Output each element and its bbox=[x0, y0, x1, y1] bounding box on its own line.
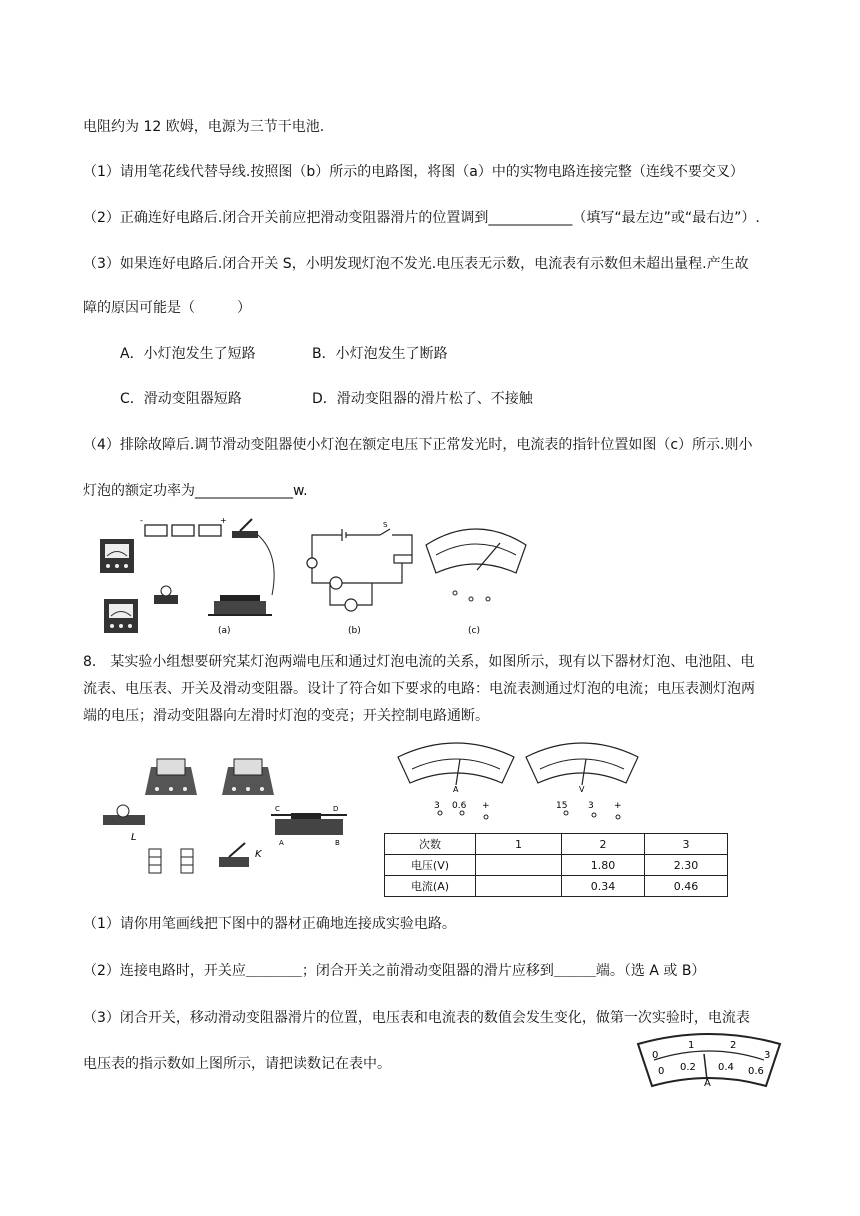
q8-sub2: （2）连接电路时，开关应＿＿＿＿；闭合开关之前滑动变阻器的滑片应移到＿＿＿端。（选 A 或 B） bbox=[83, 963, 706, 979]
data-table bbox=[384, 833, 728, 897]
q8-line3: 端的电压；滑动变阻器向左滑时灯泡的变亮；开关控制电路通断。 bbox=[83, 708, 489, 724]
intro-line: 电阻约为 12 欧姆，电源为三节干电池. bbox=[83, 119, 325, 135]
battery-icon bbox=[149, 849, 193, 873]
table-header-row bbox=[385, 834, 728, 855]
ammeter-term-3: 3 bbox=[434, 801, 440, 811]
table-cell: 2.30 bbox=[645, 855, 728, 876]
table-cell: 0.34 bbox=[562, 876, 645, 897]
term-a: A bbox=[279, 839, 284, 847]
voltmeter-icon bbox=[222, 759, 274, 795]
q-part4-line1: （4）排除故障后.调节滑动变阻器使小灯泡在额定电压下正常发光时，电流表的指针位置如图（c）所示.则小 bbox=[83, 437, 753, 453]
switch-icon bbox=[219, 843, 249, 867]
term-d: D bbox=[333, 805, 339, 813]
q-part1: （1）请用笔花线代替导线.按照图（b）所示的电路图，将图（a）中的实物电路连接完整（连线不要交叉） bbox=[83, 164, 744, 180]
option-c: C．滑动变阻器短路 bbox=[120, 391, 242, 407]
q8-sub1: （1）请你用笔画线把下图中的器材正确地连接成实验电路。 bbox=[83, 916, 456, 932]
row-label: 电流(A) bbox=[385, 876, 476, 897]
q8-sub3-line1: （3）闭合开关，移动滑动变阻器滑片的位置，电压表和电流表的数值会发生变化，做第一次实验时，电流表 bbox=[83, 1010, 750, 1026]
table-row bbox=[385, 876, 728, 897]
table-header-cell: 次数 bbox=[385, 834, 476, 855]
table-row bbox=[385, 855, 728, 876]
q-part3-line1: （3）如果连好电路后.闭合开关 S，小明发现灯泡不发光.电压表无示数，电流表有示数但未超出量程.产生故 bbox=[83, 256, 749, 272]
row-label: 电压(V) bbox=[385, 855, 476, 876]
table-header-cell: 1 bbox=[476, 834, 562, 855]
ammeter-term-plus: + bbox=[482, 801, 490, 811]
ammeter-icon bbox=[145, 759, 197, 795]
q8-line2: 流表、电压表、开关及滑动变阻器。设计了符合如下要求的电路：电流表测通过灯泡的电流；电压表测灯泡两 bbox=[83, 681, 755, 697]
label-c: (c) bbox=[468, 626, 480, 636]
q-part3-line2: 障的原因可能是（ ） bbox=[83, 300, 251, 316]
voltmeter-a-icon bbox=[104, 599, 138, 633]
meter-dials bbox=[390, 735, 680, 827]
rheostat-icon bbox=[271, 813, 347, 835]
option-d: D．滑动变阻器的滑片松了、不接触 bbox=[312, 391, 533, 407]
q-part2: （2）正确连好电路后.闭合开关前应把滑动变阻器滑片的位置调到____________（填写“最左边”或“最右边”）. bbox=[83, 210, 760, 226]
svg-text:1: 1 bbox=[688, 1040, 695, 1051]
svg-text:3: 3 bbox=[764, 1050, 771, 1061]
ammeter-a-icon bbox=[100, 539, 134, 573]
table-header-cell: 3 bbox=[645, 834, 728, 855]
voltmeter-dial-label: V bbox=[579, 785, 585, 794]
term-b: B bbox=[335, 839, 340, 847]
voltmeter-term-3: 3 bbox=[588, 801, 594, 811]
table-cell[interactable] bbox=[476, 876, 562, 897]
ammeter-dial-reading bbox=[634, 1032, 784, 1094]
option-a: A．小灯泡发生了短路 bbox=[120, 346, 256, 362]
rheostat-a-icon bbox=[208, 595, 272, 615]
svg-text:0.2: 0.2 bbox=[680, 1062, 696, 1073]
ammeter-dial-label: A bbox=[453, 785, 459, 794]
q8-sub3-line2: 电压表的指示数如上图所示，请把读数记在表中。 bbox=[83, 1056, 391, 1072]
q8-line1: 8． 某实验小组想要研究某灯泡两端电压和通过灯泡电流的关系，如图所示，现有以下器材灯泡、电池阻、电 bbox=[83, 654, 755, 670]
svg-text:0: 0 bbox=[652, 1050, 659, 1061]
lamp-a-icon bbox=[154, 586, 178, 604]
battery-pack-icon bbox=[140, 516, 227, 536]
table-cell: 0.46 bbox=[645, 876, 728, 897]
svg-text:-: - bbox=[140, 516, 143, 525]
ammeter-dial-c bbox=[426, 529, 526, 601]
table-header-cell: 2 bbox=[562, 834, 645, 855]
svg-text:2: 2 bbox=[730, 1040, 737, 1051]
switch-a-icon bbox=[232, 519, 258, 538]
svg-text:+: + bbox=[220, 516, 227, 525]
dial-unit-label: A bbox=[704, 1078, 711, 1089]
svg-text:0: 0 bbox=[658, 1066, 665, 1077]
option-b: B．小灯泡发生了断路 bbox=[312, 346, 448, 362]
voltmeter-term-plus: + bbox=[614, 801, 622, 811]
switch-k-label: K bbox=[255, 849, 262, 860]
circuit-diagram-b bbox=[307, 529, 412, 611]
svg-text:0.4: 0.4 bbox=[718, 1062, 734, 1073]
svg-text:0.6: 0.6 bbox=[748, 1066, 764, 1077]
ammeter-term-06: 0.6 bbox=[452, 801, 467, 811]
figure-abc bbox=[90, 515, 530, 640]
term-c: C bbox=[275, 805, 280, 813]
lamp-icon bbox=[103, 805, 145, 825]
label-a: (a) bbox=[218, 626, 231, 636]
voltmeter-term-15: 15 bbox=[556, 801, 568, 811]
apparatus-figure bbox=[95, 745, 355, 880]
table-cell: 1.80 bbox=[562, 855, 645, 876]
q-part4-line2: 灯泡的额定功率为______________w. bbox=[83, 483, 308, 499]
lamp-label: L bbox=[131, 832, 137, 843]
table-cell[interactable] bbox=[476, 855, 562, 876]
label-b: (b) bbox=[348, 626, 361, 636]
switch-s-label: S bbox=[383, 521, 388, 529]
